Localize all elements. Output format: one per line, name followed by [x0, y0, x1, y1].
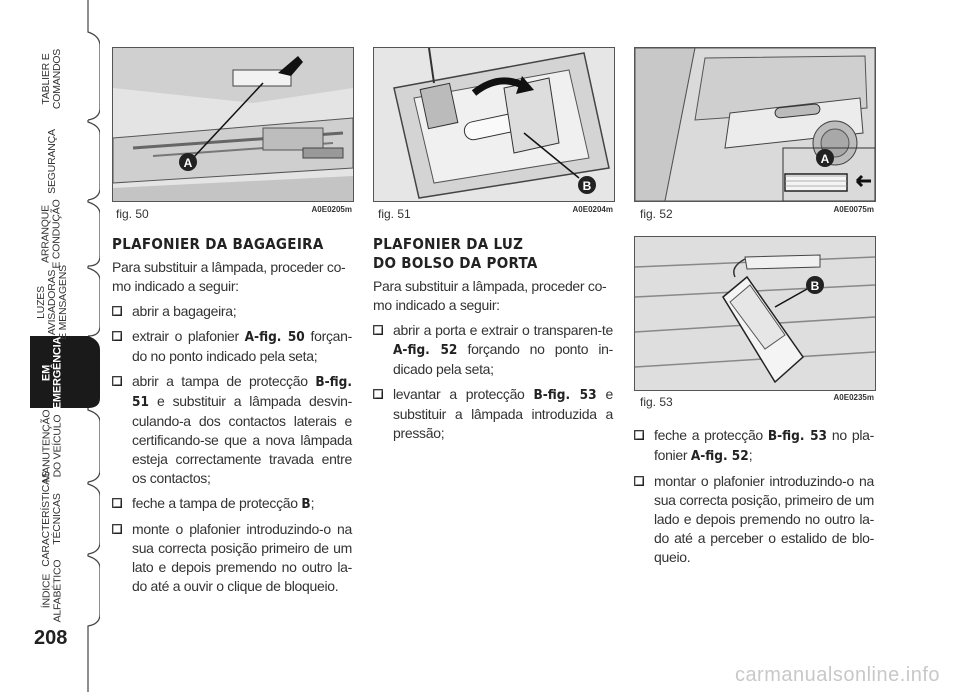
checkbox-bullet-icon: [112, 524, 122, 534]
checkbox-bullet-icon: [634, 476, 644, 486]
steps-list: [634, 426, 874, 567]
step-text: feche a tampa de protecção: [132, 495, 302, 511]
list-item: [112, 494, 352, 514]
tab-luzes-avisadoras[interactable]: [6, 264, 98, 340]
list-item: [112, 372, 352, 488]
step-text: ;: [748, 447, 753, 463]
figure-52: [634, 47, 876, 202]
figure-53: [634, 236, 876, 391]
list-item: [112, 327, 352, 366]
checkbox-bullet-icon: [112, 306, 122, 316]
steps-list: [373, 321, 613, 443]
figure-51-code: A0E0204m: [572, 205, 613, 214]
figure-53-caption: fig. 53: [640, 395, 673, 409]
step-text: no pla-fonier: [654, 427, 874, 463]
list-item: [112, 302, 352, 321]
tab-label: LUZES AVISADORAS E MENSAGENS: [34, 264, 69, 340]
figure-50: [112, 47, 354, 202]
section-plafonier-continuacao: [634, 426, 874, 573]
step-text: monte o plafonier introduzindo-o na sua correcta posição primeiro de um lato e depois premendo no outro la-do até a ouvir o clique de bloqueio.: [132, 521, 352, 594]
tab-caracteristicas-tecnicas[interactable]: [6, 471, 98, 567]
step-text: e substituir a lâmpada desvin-culando-a dos contactos laterais e certificando-se que a nova lâmpada esteja correctamente travada entre os contactos;: [132, 393, 352, 486]
figure-50-caption: fig. 50: [116, 207, 149, 221]
figure-52-illustration: [635, 48, 875, 201]
checkbox-bullet-icon: [634, 430, 644, 440]
fig50-callout: A: [183, 156, 193, 170]
list-item: [373, 385, 613, 443]
step-text: forçando no ponto in-dicado pela seta;: [393, 341, 613, 377]
step-text: abrir a porta e extrair o transparen-te: [393, 322, 613, 338]
list-item: [634, 472, 874, 567]
figure-51-illustration: [374, 48, 614, 201]
section-plafonier-bagageira: [112, 235, 352, 602]
figure-reference: A-fig. 50: [244, 329, 305, 345]
tab-label: ARRANQUE E CONDUÇÃO: [40, 199, 63, 269]
chapter-tabs: [0, 0, 100, 692]
fig51-callout: B: [582, 179, 592, 193]
figure-52-code: A0E0075m: [833, 205, 874, 214]
section-title: PLAFONIER DA LUZ DO BOLSO DA PORTA: [373, 235, 538, 272]
section-title: PLAFONIER DA BAGAGEIRA: [112, 235, 324, 253]
step-text: abrir a bagageira;: [132, 303, 237, 319]
list-item: [112, 520, 352, 596]
page-number: 208: [34, 627, 68, 649]
tab-label: TABLIER E COMANDOS: [40, 48, 63, 110]
figure-reference: B-fig. 53: [533, 387, 597, 403]
list-item: [634, 426, 874, 466]
watermark: carmanualsonline.info: [734, 664, 940, 686]
tab-label: MANUTENÇÃO DO VEÍCULO: [39, 409, 63, 483]
tab-label: ÍNDICE ALFABÉTICO: [40, 559, 63, 623]
figure-52-caption: fig. 52: [640, 207, 673, 221]
checkbox-bullet-icon: [373, 389, 383, 399]
tab-label: SEGURANÇA: [45, 128, 58, 194]
step-text: abrir a tampa de protecção: [132, 373, 316, 389]
steps-list: [112, 302, 352, 596]
tab-arranque-e-conducao[interactable]: [6, 199, 98, 269]
fig52-callout: A: [820, 152, 830, 166]
figure-50-code: A0E0205m: [311, 205, 352, 214]
tab-em-emergencia[interactable]: [6, 338, 98, 408]
figure-reference: A-fig. 52: [393, 342, 458, 358]
tab-label: EM EMERGÊNCIA: [40, 336, 63, 410]
tab-tablier-e-comandos[interactable]: [6, 40, 98, 118]
step-text: feche a protecção: [654, 427, 768, 443]
step-text: e substituir a lâmpada introduzida a pressão;: [393, 386, 613, 441]
section-intro: Para substituir a lâmpada, proceder co-mo indicado a seguir:: [373, 278, 607, 313]
step-text: forçan-do no ponto indicado pela seta;: [132, 328, 353, 364]
figure-51-caption: fig. 51: [378, 207, 411, 221]
figure-51: [373, 47, 615, 202]
list-item: [373, 321, 613, 379]
figure-50-illustration: [113, 48, 353, 201]
step-text: levantar a protecção: [393, 386, 534, 402]
step-text: extrair o plafonier: [132, 328, 245, 344]
step-text: montar o plafonier introduzindo-o na sua correcta posição, primeiro de um lado e depois premendo no outro la-do até a perceber o estalido de blo-queio.: [654, 473, 874, 565]
figure-reference: B-fig. 51: [132, 374, 352, 410]
checkbox-bullet-icon: [112, 331, 122, 341]
checkbox-bullet-icon: [112, 376, 122, 386]
figure-reference: B-fig. 53: [767, 428, 827, 444]
figure-reference: B: [301, 496, 311, 512]
tab-seguranca[interactable]: [6, 124, 98, 198]
step-text: ;: [310, 495, 315, 511]
checkbox-bullet-icon: [112, 498, 122, 508]
tab-label: CARACTERÍSTICAS TÉCNICAS: [40, 471, 64, 567]
figure-53-illustration: [635, 237, 875, 390]
figure-reference: A-fig. 52: [690, 448, 749, 464]
tab-indice-alfabetico[interactable]: [6, 556, 98, 626]
section-intro: Para substituir a lâmpada, proceder co-mo indicado a seguir:: [112, 259, 346, 294]
checkbox-bullet-icon: [373, 325, 383, 335]
fig53-callout: B: [810, 279, 820, 293]
figure-53-code: A0E0235m: [833, 393, 874, 402]
section-plafonier-bolso-porta: [373, 235, 613, 449]
